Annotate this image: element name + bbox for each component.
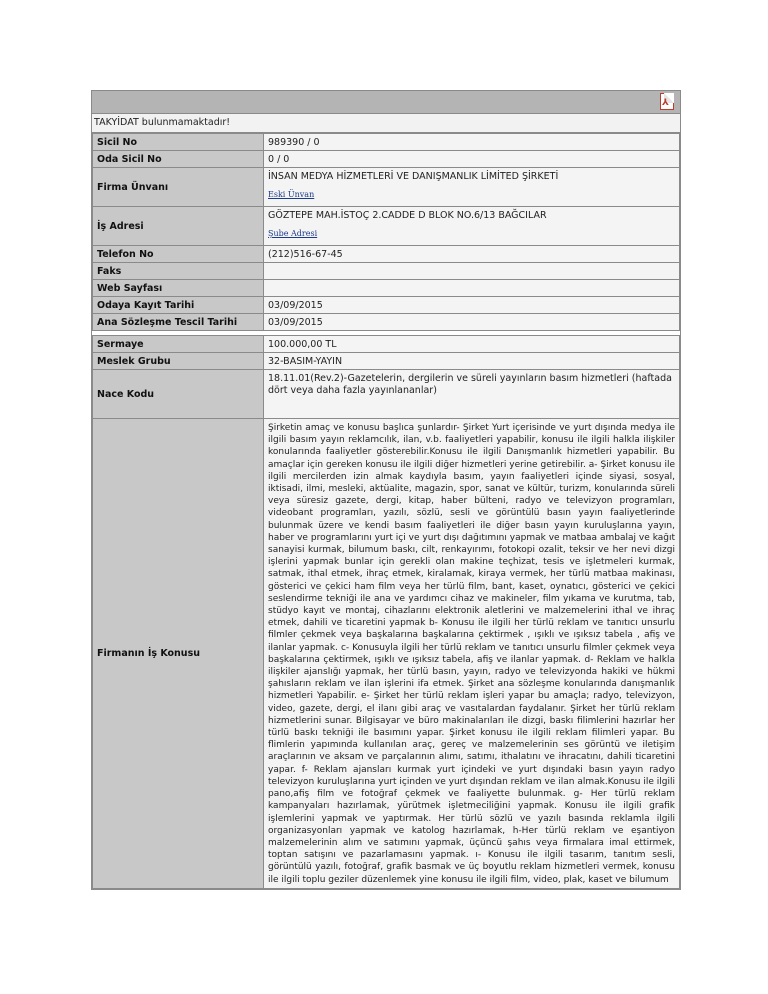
restriction-notice: TAKYİDAT bulunmamaktadır! (92, 114, 680, 133)
label-oda-sicil-no: Oda Sicil No (93, 151, 264, 168)
business-address: GÖZTEPE MAH.İSTOÇ 2.CADDE D BLOK NO.6/13 BAĞCILAR (268, 210, 547, 221)
company-name: İNSAN MEDYA HİZMETLERİ VE DANIŞMANLIK LİMİTED ŞİRKETİ (268, 171, 559, 182)
branch-address-link[interactable]: Şube Adresi (268, 229, 318, 238)
value-firma-unvani (264, 168, 680, 207)
company-record-sheet (91, 90, 681, 890)
pdf-glyph: ⅄ (662, 98, 669, 108)
value-kayit-tarihi: 03/09/2015 (264, 297, 680, 314)
label-telefon: Telefon No (93, 246, 264, 263)
value-web (264, 280, 680, 297)
label-faks: Faks (93, 263, 264, 280)
value-faks (264, 263, 680, 280)
value-meslek-grubu: 32-BASIM-YAYIN (264, 353, 680, 370)
row-nace-kodu (93, 370, 680, 419)
value-oda-sicil-no: 0 / 0 (264, 151, 680, 168)
pdf-icon[interactable] (660, 93, 674, 110)
row-kayit-tarihi (93, 297, 680, 314)
value-is-konusu: Şirketin amaç ve konusu başlıca şunlardır- Şirket Yurt içerisinde ve yurt dışında medya ile ilgili basım yayın reklamcılık, ilan, v.b. faaliyetleri yapabilir, konusu ile ilgili halkla ilişkiler konularında faaliyetler gösterebilir.Konusu ile ilgili Danışmanlık hizmetleri yapabilir. Bu amaçlar için gereken konusu ile ilgili diğer hizmetleri yerine getirebilir. a- Şirket konusu ile ilgili mercilerden izin almak kaydıyla basım, yayın faaliyetleri içinde siyasi, sosyal, iktisadi, ilmi, mesleki, aktüalite, magazin, spor, sanat ve kültür, turizm, konularında süreli veya süresiz gazete, dergi, kitap, haber bülteni, radyo ve televizyon programları, videobant programları, yazılı, sözlü, sesli ve görüntülü basın yayın faaliyetlerinde bulunmak üzere ve kendi basım faaliyetleri ile diğer basın yayın kuruluşlarına yayın, haber ve programlarını yurt içi ve yurt dışı dağıtımını yapmak ve matbaa ambalaj ve kağıt sanayisi kurmak, bilumum baskı, cilt, renkayırımı, fotokopi ozalit, teksir ve her nevi dizgi işlerini yapmak bunlar için gerekli olan makine teçhizat, tesis ve işletmeleri kurmak, satmak, ithal etmek, ihraç etmek, kiralamak, kiraya vermek, her türlü matbaa makinası, gösterici ve çekici ham film veya her türlü film, bant, kaset, oynatıcı, gösterici ve çekici seslendirme tekniği ile ana ve yardımcı cihaz ve makineler, film yıkama ve kurutma, tab, stüdyo kayıt ve montaj, cihazlarını elektronik aletlerini ve malzemelerini ithal ve ihraç etmek, dahili ve ticaretini yapmak b- Konusu ile ilgili her türlü reklam ve tanıtıcı unsurlu filmler çekmek veya başkalarına başkalarına çektirmek , ışıklı ve ışıksız tabela , afiş ve ilanlar yapmak. c- Konusuyla ilgili her türlü reklam ve tanıtıcı unsurlu filmler çekmek veya başkalarına çektirmek, ışıklı ve ışıksız tabela, afiş ve ilanlar yapmak. d- Reklam ve halkla ilişkiler ajanslığı yapmak, her türlü basın, yayın, radyo ve televizyonda hakiki ve hükmi şahısların reklam ve ilan işlerini ifa etmek. Şirket ana sözleşme konularında danışmanlık hizmetleri Yapabilir. e- Şirket her türlü reklam işleri yapar bu amaçla; radyo, televizyon, video, gazete, dergi, el ilanı gibi araç ve vasıtalardan faydalanır. Şirket her türlü reklam hizmetlerini sunar. Bilgisayar ve büro makinalarıları ile dizgi, baskı filimlerini hazırlar her türlü baskı tekniği ile basımını yapar. Şirket konusu ile ilgili reklam filimleri yapar. Bu flimlerin yapımında kullanılan araç, gereç ve malzemelerinin ses görüntü ve iletişim araçlarının ve aksam ve parçalarının alımı, satımı, ithalatını ve ihracatını, dahili ticaretini yapar. f- Reklam ajansları kurmak yurt içindeki ve yurt dışındaki basın yayın radyo televizyon kuruluşlarına yurt içinden ve yurt dışından reklam ve ilan almak.Konusu ile ilgili pano,afiş film ve fotoğraf çekmek ve faaliyette bulunmak. g- Her türlü reklam kampanyaları hazırlamak, yürütmek işletmeciliğini yapmak. Konusu ile ilgili grafik işlemlerini yapmak ve yaptırmak. Her türlü sözlü ve yazılı basında reklamla ilgili organizasyonları yapmak ve katolog hazırlamak, h-Her türlü reklam ve eşantiyon malzemelerinin alım ve satımını yapmak, üçüncü şahıs veya firmalara imal ettirmek, toptan satışını ve pazarlamasını yapmak. ı- Konusu ile ilgili tasarım, tanıtım sesli, görüntülü yazılı, fotoğraf, grafik basmak ve üç boyutlu reklam hizmetleri vermek, konusu ile ilgili toplu geziler düzenlemek yine konusu ile ilgili film, video, plak, kaset ve bilumum (264, 419, 680, 889)
row-is-adresi (93, 207, 680, 246)
label-nace-kodu: Nace Kodu (93, 370, 264, 419)
label-web: Web Sayfası (93, 280, 264, 297)
label-is-konusu: Firmanın İş Konusu (93, 419, 264, 889)
value-is-adresi (264, 207, 680, 246)
row-firma-unvani (93, 168, 680, 207)
label-tescil-tarihi: Ana Sözleşme Tescil Tarihi (93, 314, 264, 331)
row-oda-sicil-no (93, 151, 680, 168)
top-bar (92, 91, 680, 114)
old-title-link[interactable]: Eski Ünvan (268, 190, 315, 199)
row-sicil-no (93, 134, 680, 151)
value-nace-kodu: 18.11.01(Rev.2)-Gazetelerin, dergilerin ve süreli yayınların basım hizmetleri (haftada dört veya daha fazla yayınlananlar) (264, 370, 680, 419)
label-firma-unvani: Firma Ünvanı (93, 168, 264, 207)
record-table (92, 133, 680, 889)
row-meslek-grubu (93, 353, 680, 370)
value-sermaye: 100.000,00 TL (264, 336, 680, 353)
value-sicil-no: 989390 / 0 (264, 134, 680, 151)
value-telefon: (212)516-67-45 (264, 246, 680, 263)
label-sicil-no: Sicil No (93, 134, 264, 151)
row-sermaye (93, 336, 680, 353)
row-telefon (93, 246, 680, 263)
row-tescil-tarihi (93, 314, 680, 331)
label-kayit-tarihi: Odaya Kayıt Tarihi (93, 297, 264, 314)
row-is-konusu (93, 419, 680, 889)
label-meslek-grubu: Meslek Grubu (93, 353, 264, 370)
value-tescil-tarihi: 03/09/2015 (264, 314, 680, 331)
label-is-adresi: İş Adresi (93, 207, 264, 246)
row-faks (93, 263, 680, 280)
label-sermaye: Sermaye (93, 336, 264, 353)
row-web (93, 280, 680, 297)
